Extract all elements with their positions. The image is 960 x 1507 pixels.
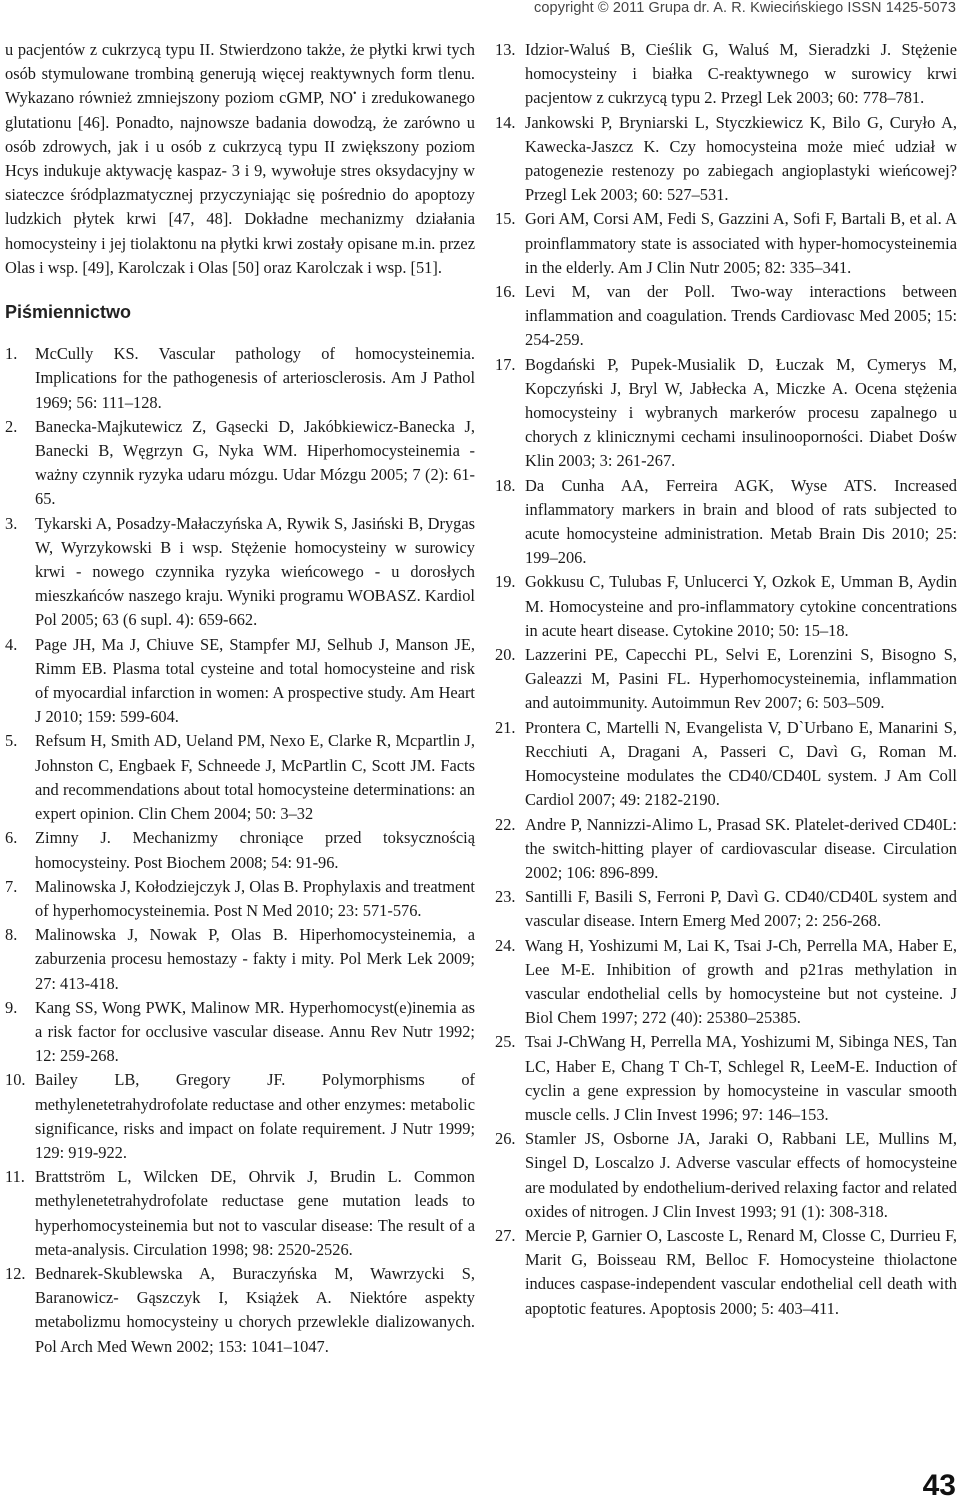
reference-text: Banecka-Majkutewicz Z, Gąsecki D, Jakóbkiewicz-Banecka J, Banecki B, Węgrzyn G, Nyka WM. Hiperhomocysteinemia - ważny czynnik ryzyka udaru mózgu. Udar Mózgu 2005; 7 (2): 61-65. <box>35 416 475 509</box>
reference-text: Stamler JS, Osborne JA, Jaraki O, Rabbani LE, Mullins M, Singel D, Loscalzo J. Adverse vascular effects of homocysteine are modulated by endothelium-derived relaxing factor and related oxides of nitrogen. J Clin Invest 1993; 91 (1): 308-318. <box>525 1129 957 1221</box>
reference-item <box>495 570 957 643</box>
left-column <box>5 38 475 1359</box>
reference-number: 5. <box>5 731 18 751</box>
reference-text: Wang H, Yoshizumi M, Lai K, Tsai J-Ch, Perrella MA, Haber E, Lee M-E. Inhibition of growth and p21ras methylation in vascular endothelial cells by homocysteine but not cysteine. J Biol Chem 1997; 272 (40): 25380–25385. <box>525 935 957 1028</box>
reference-text: Bogdański P, Pupek-Musialik D, Łuczak M, Cymerys M, Kopczyński J, Bryl W, Jabłecka A, Miczke A. Ocena stężenia homocysteiny i wybranych markerów procesu zapalnego u chorych z klinicznymi cechami insulinooporności. Diabet Dośw Klin 2003; 3: 261-267. <box>525 354 957 471</box>
reference-number: 9. <box>5 997 18 1017</box>
reference-number: 26. <box>495 1129 516 1149</box>
reference-text: Andre P, Nannizzi-Alimo L, Prasad SK. Platelet-derived CD40L: the switch-hitting player of cardiovascular disease. Circulation 2002; 106: 896-899. <box>525 814 957 882</box>
reference-item <box>5 996 475 1069</box>
reference-item <box>495 716 957 813</box>
reference-text: Tsai J-ChWang H, Perrella MA, Yoshizumi M, Sibinga NES, Tan LC, Haber E, Chang T Ch-T, Schlegel R, LeeM-E. Induction of cyclin a gene expression by homocysteine in vascular smooth muscle cells. J Clin Invest 1996; 97: 146–153. <box>525 1032 957 1124</box>
reference-number: 23. <box>495 887 516 907</box>
body-text-part2: i zredukowanego glutationu [46]. Ponadto, najnowsze badania dowodzą, że zarówno u osób zdrowych, jak i u osób z cukrzycą typu II zwiększony poziom Hcys indukuje aktywację kaspaz- 3 i 9, wywołuje stres oksydacyjny w siateczce śródplazmatycznej przyczyniając się pośrednio do apoptozy ludzkich płytek krwi [47, 48]. Dokładne mechanizmy działania homocysteiny i jej tiolaktonu na płytki krwi zostały opisane m.in. przez Olas i wsp. [49], Karolczak i Olas [50] oraz Karolczak i wsp. [51]. <box>5 88 475 277</box>
reference-item <box>5 415 475 512</box>
reference-number: 19. <box>495 572 516 592</box>
reference-item <box>5 875 475 923</box>
reference-number: 13. <box>495 40 516 59</box>
reference-item <box>5 342 475 415</box>
reference-number: 21. <box>495 717 516 737</box>
reference-number: 11. <box>5 1167 25 1187</box>
reference-text: Tykarski A, Posadzy-Małaczyńska A, Rywik S, Jasiński B, Drygas W, Wyrzykowski B i wsp. Stężenie homocysteiny w surowicy krwi - nowego czynnika ryzyka wieńcowego - u dorosłych mieszkańców naszego kraju. Wyniki programu WOBASZ. Kardiol Pol 2005; 63 (6 supl. 4): 659-662. <box>35 513 475 630</box>
reference-number: 17. <box>495 354 516 374</box>
reference-text: Gori AM, Corsi AM, Fedi S, Gazzini A, Sofi F, Bartali B, et al. A proinflammatory state is associated with hyper-homocysteinemia in the elderly. Am J Clin Nutr 2005; 82: 335–341. <box>525 209 957 277</box>
reference-number: 27. <box>495 1225 516 1245</box>
reference-item <box>495 934 957 1031</box>
reference-item <box>495 1127 957 1224</box>
reference-item <box>495 474 957 571</box>
reference-text: Kang SS, Wong PWK, Malinow MR. Hyperhomocyst(e)inemia as a risk factor for occlusive vascular disease. Annu Rev Nutr 1992; 12: 259-268. <box>35 997 475 1066</box>
reference-item <box>495 643 957 716</box>
reference-number: 4. <box>5 634 18 654</box>
reference-item <box>495 111 957 208</box>
body-paragraph <box>5 38 475 280</box>
reference-number: 18. <box>495 475 516 495</box>
reference-number: 1. <box>5 344 18 364</box>
reference-number: 14. <box>495 112 516 132</box>
reference-text: Gokkusu C, Tulubas F, Unlucerci Y, Ozkok E, Umman B, Aydin M. Homocysteine and pro-inflammatory cytokine concentrations in acute heart disease. Cytokine 2010; 50: 15–18. <box>525 572 957 640</box>
reference-item <box>5 1068 475 1165</box>
reference-item <box>495 38 957 111</box>
reference-number: 15. <box>495 209 516 229</box>
reference-text: Levi M, van der Poll. Two-way interactions between inflammation and coagulation. Trends Cardiovasc Med 2005; 15: 254-259. <box>525 282 957 350</box>
reference-number: 6. <box>5 828 18 848</box>
reference-number: 20. <box>495 645 516 665</box>
reference-item <box>495 207 957 280</box>
reference-text: McCully KS. Vascular pathology of homocysteinemia. Implications for the pathogenesis of arteriosclerosis. Am J Pathol 1969; 56: 111–128. <box>35 344 475 412</box>
reference-item <box>495 353 957 474</box>
copyright-header: copyright © 2011 Grupa dr. A. R. Kwiecińskiego ISSN 1425-5073 <box>534 0 956 16</box>
reference-number: 24. <box>495 935 516 955</box>
reference-item <box>5 633 475 730</box>
reference-text: Page JH, Ma J, Chiuve SE, Stampfer MJ, Selhub J, Manson JE, Rimm EB. Plasma total cysteine and total homocysteine and risk of myocardial infarction in women: A prospective study. Am Heart J 2010; 159: 599-604. <box>35 634 475 727</box>
reference-number: 3. <box>5 513 18 533</box>
reference-text: Zimny J. Mechanizmy chroniące przed toksycznością homocysteiny. Post Biochem 2008; 54: 91-96. <box>35 828 475 872</box>
reference-text: Jankowski P, Bryniarski L, Styczkiewicz K, Bilo G, Curyło A, Kawecka-Jaszcz K. Czy homocysteina może mieć udział w patogenezie restenozy po zabiegach angioplastyki wieńcowej? Przegl Lek 2003; 60: 527–531. <box>525 112 957 205</box>
reference-item <box>5 923 475 996</box>
reference-text: Brattström L, Wilcken DE, Ohrvik J, Brudin L. Common methylenetetrahydrofolate reductase gene mutation leads to hyperhomocysteinemia but not to vascular disease: The result of a meta-analysis. Circulation 1998; 98: 2520-2526. <box>35 1167 475 1259</box>
reference-text: Refsum H, Smith AD, Ueland PM, Nexo E, Clarke R, Mcpartlin J, Johnston C, Engbaek F, Schneede J, McPartlin C, Scott JM. Facts and recommendations about total homocysteine determinations: an expert opinion. Clin Chem 2004; 50: 3–32 <box>35 731 475 824</box>
reference-number: 7. <box>5 876 18 896</box>
reference-item <box>5 826 475 874</box>
reference-number: 22. <box>495 814 516 834</box>
reference-list-left <box>5 342 475 1359</box>
reference-text: Idzior-Waluś B, Cieślik G, Waluś M, Sieradzki J. Stężenie homocysteiny i białka C-reaktywnego w surowicy krwi pacjentow z cukrzycą typu 2. Przegl Lek 2003; 60: 778–781. <box>525 40 957 108</box>
right-column <box>495 38 957 1321</box>
body-text-part1: u pacjentów z cukrzycą typu II. Stwierdzono także, że płytki krwi tych osób stymulowane trombiną generują więcej reaktywnych form tlenu. Wykazano również zmniejszony poziom cGMP, NO <box>5 40 475 108</box>
reference-item <box>5 729 475 826</box>
reference-text: Mercie P, Garnier O, Lascoste L, Renard M, Closse C, Durrieu F, Marit G, Boisseau RM, Belloc F. Homocysteine thiolactone induces caspase-independent vascular endothelial cell death with apoptotic features. Apoptosis 2000; 5: 403–411. <box>525 1225 957 1318</box>
reference-text: Bednarek-Skublewska A, Buraczyńska M, Wawrzycki S, Baranowicz- Gąszczyk I, Książek A. Niektóre aspekty metabolizmu homocysteiny u chorych przewlekle dializowanych. Pol Arch Med Wewn 2002; 153: 1041–1047. <box>35 1263 475 1356</box>
reference-text: Lazzerini PE, Capecchi PL, Selvi E, Lorenzini S, Bisogno S, Galeazzi M, Pasini FL. Hyperhomocysteinemia, inflammation and autoimmunity. Autoimmun Rev 2007; 6: 503–509. <box>525 645 957 713</box>
reference-number: 25. <box>495 1032 516 1052</box>
references-heading: Piśmiennictwo <box>5 302 132 323</box>
reference-text: Prontera C, Martelli N, Evangelista V, D`Urbano E, Manarini S, Recchiuti A, Dragani A, Passeri C, Davì G, Roman M. Homocysteine modulates the CD40/CD40L system. J Am Coll Cardiol 2007; 49: 2182-2190. <box>525 717 957 810</box>
reference-number: 16. <box>495 282 516 302</box>
reference-item <box>495 1030 957 1127</box>
reference-item <box>495 1224 957 1321</box>
reference-number: 12. <box>5 1263 26 1283</box>
reference-item <box>495 885 957 933</box>
reference-text: Santilli F, Basili S, Ferroni P, Davì G. CD40/CD40L system and vascular disease. Intern Emerg Med 2007; 2: 256-268. <box>525 887 957 931</box>
reference-item <box>5 1165 475 1262</box>
reference-number: 8. <box>5 925 18 945</box>
reference-item <box>495 280 957 353</box>
reference-number: 2. <box>5 416 18 436</box>
reference-text: Malinowska J, Kołodziejczyk J, Olas B. Prophylaxis and treatment of hyperhomocysteinemia. Post N Med 2010; 23: 571-576. <box>35 876 475 920</box>
radical-superscript: • <box>353 88 357 100</box>
reference-item <box>495 813 957 886</box>
reference-number: 10. <box>5 1070 26 1090</box>
reference-list-right <box>495 38 957 1321</box>
reference-text: Bailey LB, Gregory JF. Polymorphisms of methylenetetrahydrofolate reductase and other enzymes: metabolic significance, risks and impact on folate requirement. J Nutr 1999; 129: 919-922. <box>35 1070 475 1162</box>
page-number: 43 <box>922 1469 956 1502</box>
reference-item <box>5 512 475 633</box>
reference-text: Malinowska J, Nowak P, Olas B. Hiperhomocysteinemia, a zaburzenia procesu hemostazy - fakty i mity. Pol Merk Lek 2009; 27: 413-418. <box>35 925 475 993</box>
reference-text: Da Cunha AA, Ferreira AGK, Wyse ATS. Increased inflammatory markers in brain and blood of rats subjected to acute homocysteine administration. Metab Brain Dis 2010; 25: 199–206. <box>525 475 957 568</box>
reference-item <box>5 1262 475 1359</box>
